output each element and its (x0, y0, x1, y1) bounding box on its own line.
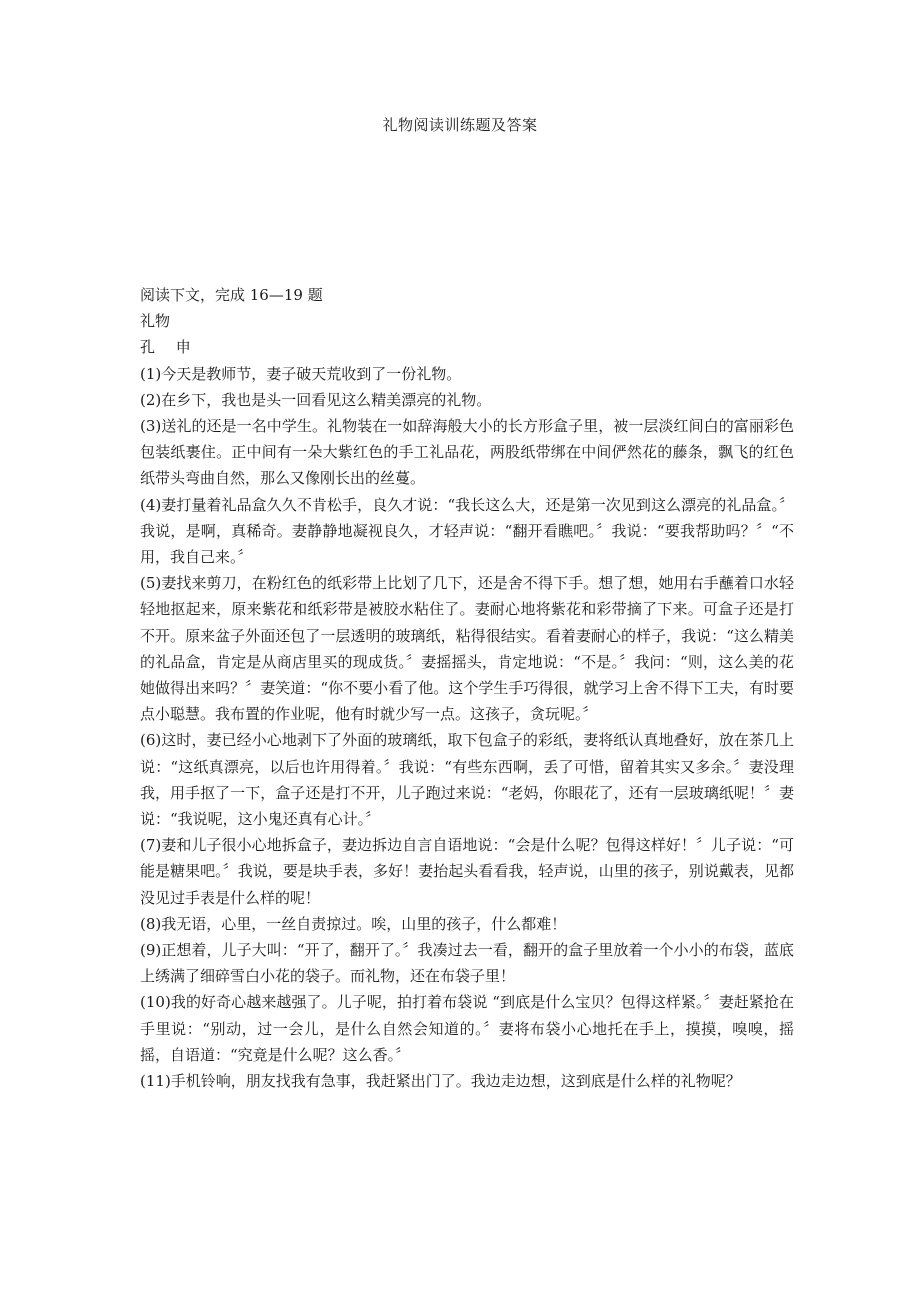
paragraph: (10)我的好奇心越来越强了。儿子呢，拍打着布袋说 “到底是什么宝贝？包得这样紧。〞妻赶紧抢在手里说：“别动，过一会儿，是什么自然会知道的。〞妻将布袋小心地托在手上，摸摸，嗅嗅，摇摇，自语道：“究竟是什么呢？这么香。〞 (140, 993, 794, 1064)
paragraph: (4)妻打量着礼品盒久久不肯松手，良久才说：“我长这么大，还是第一次见到这么漂亮的礼品盒。〞我说，是啊，真稀奇。妻静静地凝视良久，才轻声说：“翻开看瞧吧。〞我说：“要我帮助吗？〞“不用，我自己来。〞 (140, 495, 794, 567)
paragraph: (9)正想着，儿子大叫：“开了，翻开了。〞我凑过去一看，翻开的盒子里放着一个小小的布袋，蓝底上绣满了细碎雪白小花的袋子。而礼物，还在布袋子里！ (140, 941, 794, 986)
instruction-line: 阅读下文，完成 16—19 题 (140, 286, 323, 304)
paragraph: (6)这时，妻已经小心地剥下了外面的玻璃纸，取下包盒子的彩纸，妻将纸认真地叠好，放在茶几上说：“这纸真漂亮，以后也许用得着。〞我说：“有些东西啊，丢了可惜，留着其实又多余。〞妻没理我，用手抠了一下，盒子还是打不开，儿子跑过来说：“老妈，你眼花了，还有一层玻璃纸呢！〞妻说：“我说呢，这小鬼还真有心计。〞 (140, 731, 794, 829)
story-author: 孔 申 (140, 338, 199, 357)
paragraph: (2)在乡下，我也是头一回看见这么精美漂亮的礼物。 (140, 390, 492, 409)
paragraph: (5)妻找来剪刀，在粉红色的纸彩带上比划了几下，还是舍不得下手。想了想，她用右手蘸着口水轻轻地抠起来，原来紫花和纸彩带是被胶水粘住了。妻耐心地将紫花和彩带摘了下来。可盒子还是打不开。原来盆子外面还包了一层透明的玻璃纸，粘得很结实。看着妻耐心的样子，我说：“这么精美的礼品盒，肯定是从商店里买的现成货。〞妻摇摇头，肯定地说：“不是。〞我问：“则，这么美的花她做得出来吗？〞妻笑道：“你不要小看了他。这个学生手巧得很，就学习上舍不得下工夫，有时要点小聪慧。我布置的作业呢，他有时就少写一点。这孩子，贪玩呢。〞 (140, 574, 794, 724)
document-title: 礼物阅读训练题及答案 (382, 116, 538, 134)
paragraph: (7)妻和儿子很小心地拆盒子，妻边拆边自言自语地说：“会是什么呢？包得这样好！〞儿子说：“可能是糖果吧。〞我说，要是块手表，多好！妻抬起头看看我，轻声说，山里的孩子，别说戴表，见都没见过手表是什么样的呢！ (140, 836, 794, 907)
paragraph: (8)我无语，心里，一丝自责掠过。唉，山里的孩子，什么都难！ (140, 914, 567, 933)
paragraph: (3)送礼的还是一名中学生。礼物装在一如辞海般大小的长方形盒子里，被一层淡红间白的富丽彩色包装纸裹住。正中间有一朵大紫红色的手工礼品花，两股纸带绑在中间俨然花的藤条，飘飞的红色纸带头弯曲自然，那么又像刚长出的丝蔓。 (140, 417, 794, 488)
paragraph: (1)今天是教师节，妻子破天荒收到了一份礼物。 (140, 364, 462, 383)
story-title: 礼物 (140, 312, 171, 331)
paragraph: (11)手机铃响，朋友找我有急事，我赶紧出门了。我边走边想，这到底是什么样的礼物呢？ (140, 1072, 741, 1091)
document-body (140, 282, 794, 1094)
